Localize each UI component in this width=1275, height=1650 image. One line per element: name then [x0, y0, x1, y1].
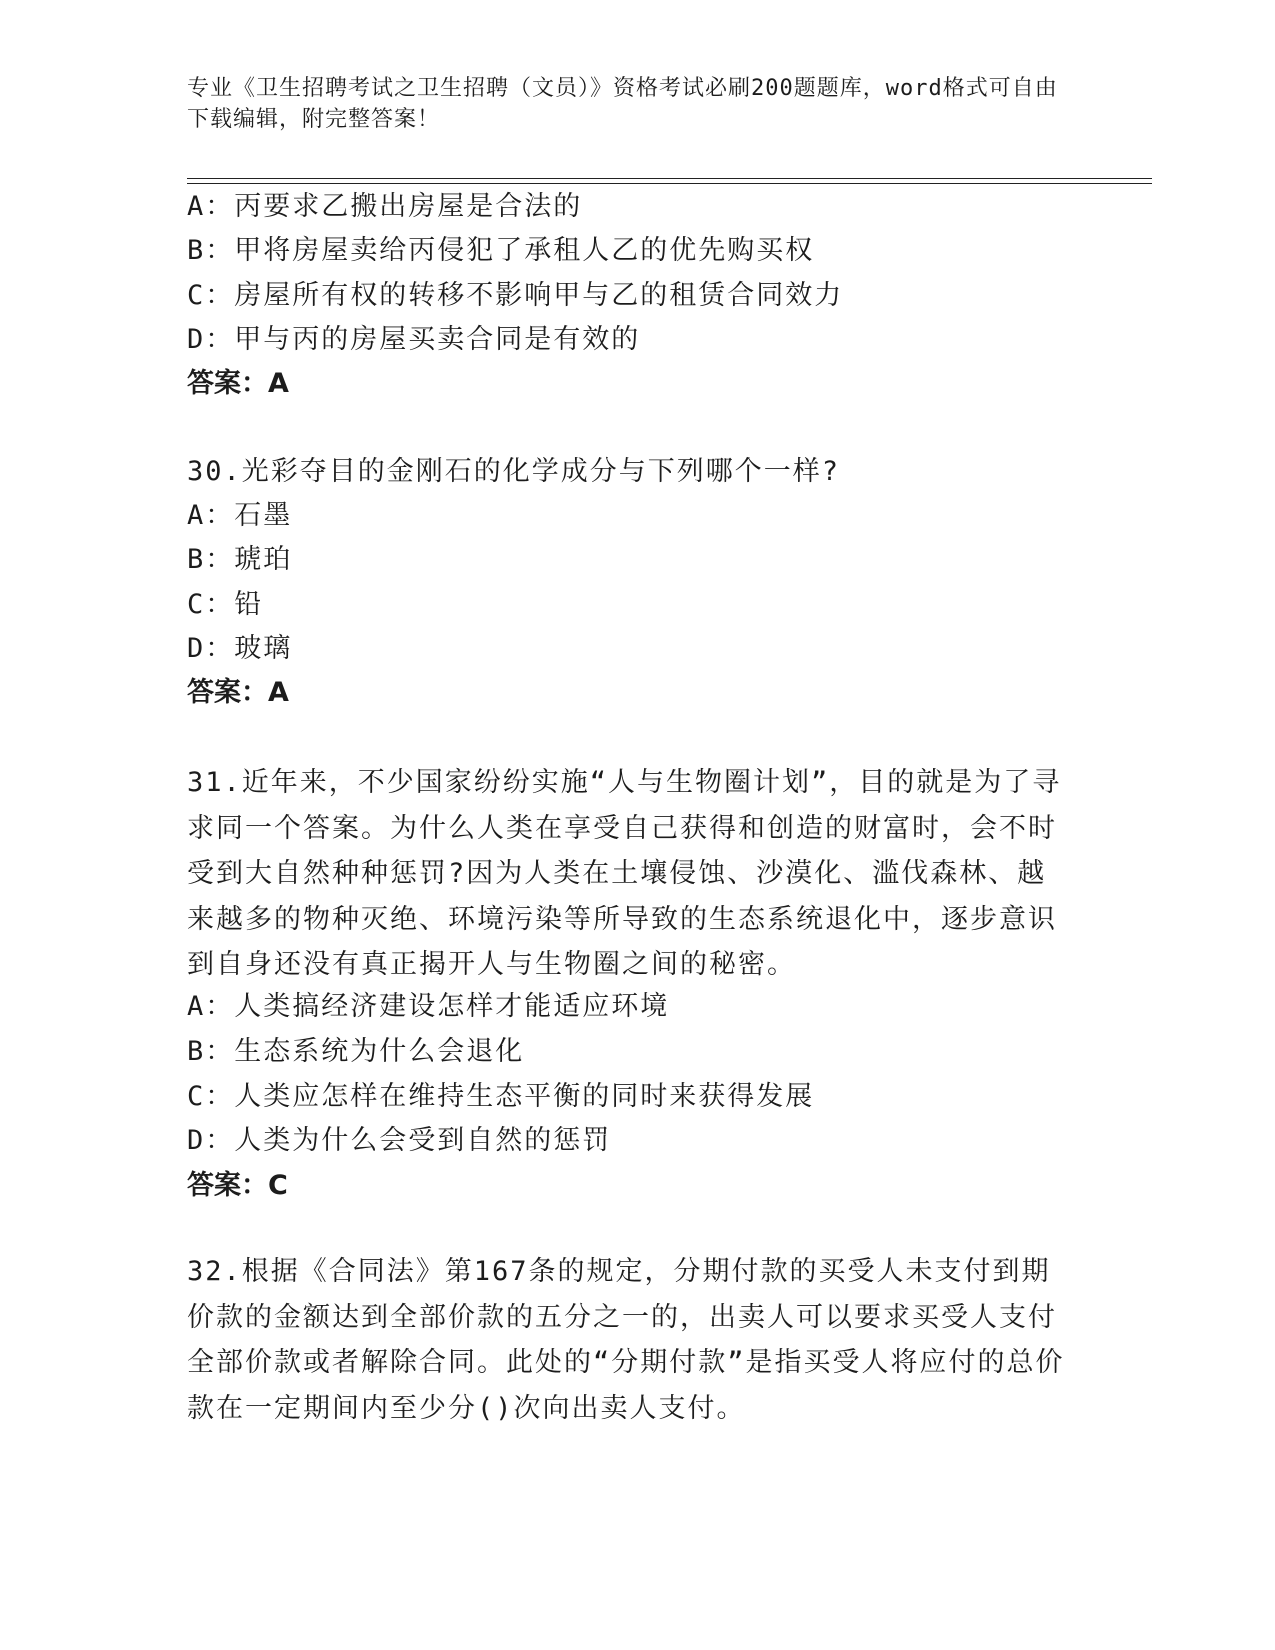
- q30-option-b: B：琥珀: [187, 544, 293, 575]
- q31-option-c: C：人类应怎样在维持生态平衡的同时来获得发展: [187, 1081, 815, 1112]
- q31-option-d: D：人类为什么会受到自然的惩罚: [187, 1125, 612, 1156]
- prev-option-b: B：甲将房屋卖给丙侵犯了承租人乙的优先购买权: [187, 235, 815, 266]
- q31-stem: 31.近年来，不少国家纷纷实施“人与生物圈计划”，目的就是为了寻求同一个答案。为什么人类在享受自己获得和创造的财富时，会不时受到大自然种种惩罚?因为人类在土壤侵蚀、沙漠化、滥伐森林、越来越多的物种灭绝、环境污染等所导致的生态系统退化中，逐步意识到自身还没有真正揭开人与生物圈之间的秘密。: [187, 767, 1062, 980]
- header-rule-top: [187, 178, 1152, 179]
- q31-option-b: B：生态系统为什么会退化: [187, 1036, 525, 1067]
- q30-option-a: A：石墨: [187, 500, 293, 531]
- prev-option-d: D：甲与丙的房屋买卖合同是有效的: [187, 324, 641, 355]
- document-header: 专业《卫生招聘考试之卫生招聘（文员）》资格考试必刷200题题库，word格式可自由下载编辑，附完整答案！: [187, 76, 1058, 132]
- q32-stem: 32.根据《合同法》第167条的规定，分期付款的买受人未支付到期价款的金额达到全部价款的五分之一的，出卖人可以要求买受人支付全部价款或者解除合同。此处的“分期付款”是指买受人将应付的总价款在一定期间内至少分()次向出卖人支付。: [187, 1256, 1065, 1424]
- header-rule-bottom: [187, 183, 1152, 184]
- q30-answer: 答案：A: [187, 677, 289, 708]
- prev-option-c: C：房屋所有权的转移不影响甲与乙的租赁合同效力: [187, 280, 844, 311]
- prev-option-a: A：丙要求乙搬出房屋是合法的: [187, 191, 583, 222]
- q30-option-d: D：玻璃: [187, 633, 293, 664]
- prev-answer: 答案：A: [187, 368, 289, 399]
- q31-option-a: A：人类搞经济建设怎样才能适应环境: [187, 991, 670, 1022]
- q30-stem: 30.光彩夺目的金刚石的化学成分与下列哪个一样?: [187, 456, 841, 487]
- q31-answer: 答案：C: [187, 1170, 288, 1201]
- q30-option-c: C：铅: [187, 589, 264, 620]
